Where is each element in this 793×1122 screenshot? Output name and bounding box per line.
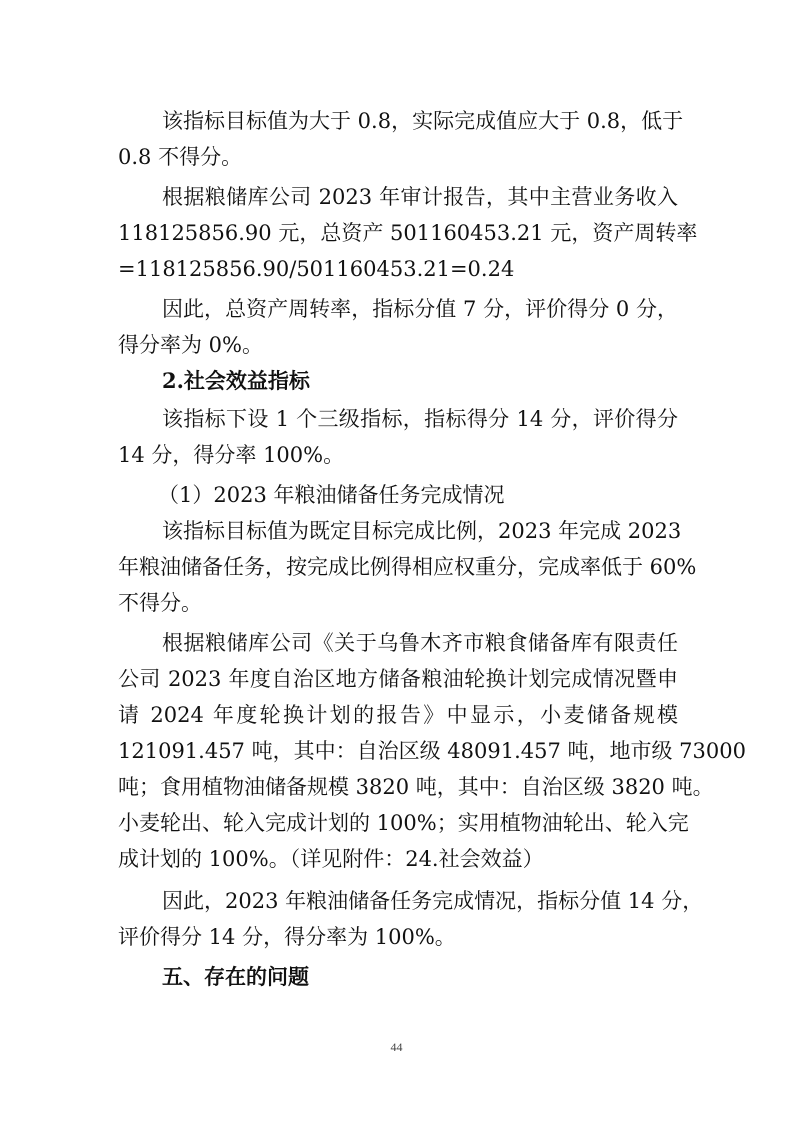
text-line: 118125856.90 元，总资产 501160453.21 元，资产周转率 <box>118 221 698 245</box>
text-line: 成计划的 100%。（详见附件：24.社会效益） <box>118 847 544 871</box>
text-line: 该指标目标值为既定目标完成比例，2023 年完成 2023 <box>162 519 682 543</box>
text-line: 该指标下设 1 个三级指标，指标得分 14 分，评价得分 <box>162 407 678 431</box>
section-heading: 五、存在的问题 <box>162 964 309 989</box>
text-line: 年粮油储备任务，按完成比例得相应权重分，完成率低于 60% <box>118 555 697 579</box>
text-line: 根据粮储库公司《关于乌鲁木齐市粮食储备库有限责任 <box>162 631 678 655</box>
text-line: 0.8 不得分。 <box>118 145 243 169</box>
text-line: 因此，总资产周转率，指标分值 7 分，评价得分 0 分， <box>162 297 678 321</box>
text-line: =118125856.90/501160453.21=0.24 <box>118 257 515 281</box>
text-line: 得分率为 0%。 <box>118 333 263 357</box>
text-line: 公司 2023 年度自治区地方储备粮油轮换计划完成情况暨申 <box>118 667 678 691</box>
text-line: 根据粮储库公司 2023 年审计报告，其中主营业务收入 <box>162 185 678 209</box>
text-line: 121091.457 吨，其中：自治区级 48091.457 吨，地市级 73000 <box>118 739 746 763</box>
page-number: 44 <box>390 1040 403 1054</box>
text-line: 吨；食用植物油储备规模 3820 吨，其中：自治区级 3820 吨。 <box>118 775 714 799</box>
subsection-heading: （1）2023 年粮油储备任务完成情况 <box>158 483 505 507</box>
text-line: 评价得分 14 分，得分率为 100%。 <box>118 925 456 949</box>
text-line: 小麦轮出、轮入完成计划的 100%；实用植物油轮出、轮入完 <box>118 811 689 835</box>
text-line: 请 2024 年度轮换计划的报告》中显示，小麦储备规模 <box>118 703 678 727</box>
text-line: 不得分。 <box>118 591 202 615</box>
text-line: 14 分，得分率 100%。 <box>118 443 345 467</box>
text-line: 因此，2023 年粮油储备任务完成情况，指标分值 14 分， <box>162 889 704 913</box>
text-line: 该指标目标值为大于 0.8，实际完成值应大于 0.8，低于 <box>162 109 684 133</box>
section-heading: 2.社会效益指标 <box>162 368 310 393</box>
